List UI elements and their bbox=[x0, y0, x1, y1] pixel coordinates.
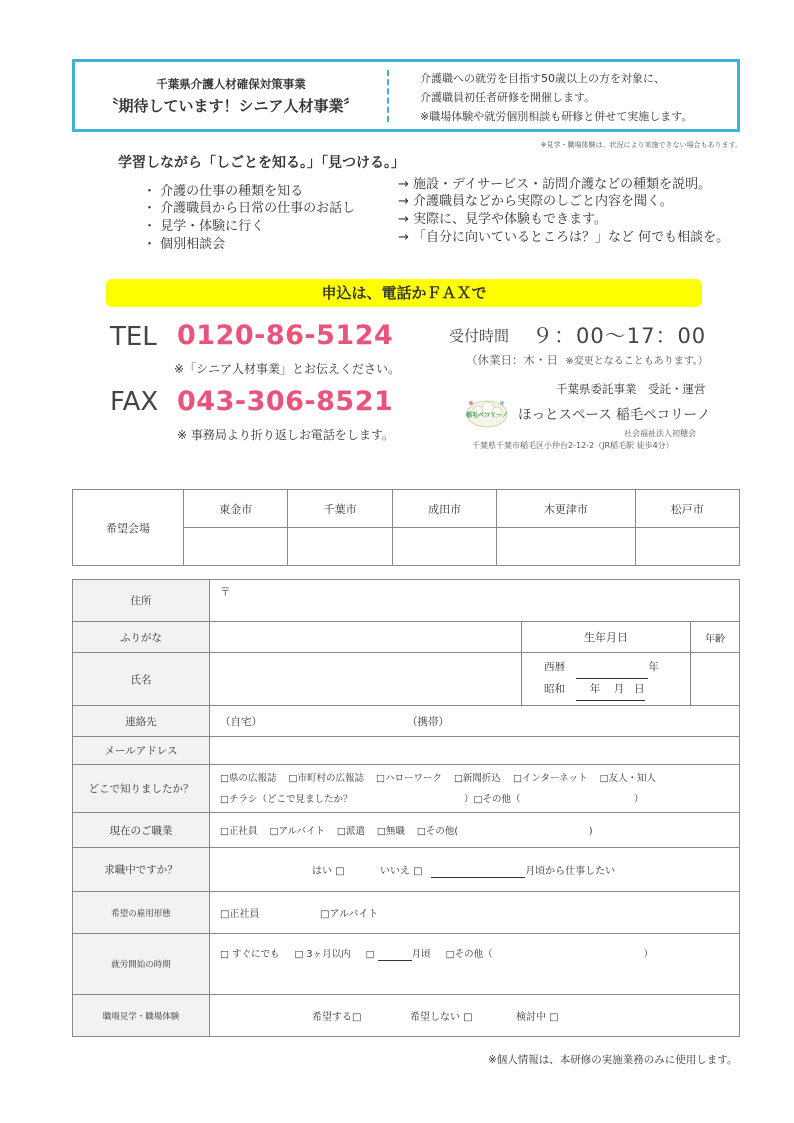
visit-yes[interactable]: 希望する□ bbox=[312, 1012, 362, 1023]
job-option[interactable]: □正社員 bbox=[220, 826, 258, 837]
visit-note: ※見学・職場体験は、状況により実施できない場合もあります。 bbox=[540, 141, 742, 149]
email-field[interactable] bbox=[210, 737, 740, 765]
arrow-item: → 「自分に向いているところは？」など 何でも相談を。 bbox=[398, 230, 730, 245]
employment-options[interactable] bbox=[210, 892, 740, 934]
seeking-label: 求職中ですか？ bbox=[73, 848, 210, 892]
start-month-suffix: 月頃 bbox=[411, 949, 431, 960]
employment-option[interactable]: □正社員 bbox=[220, 909, 260, 920]
visit-label: 職場見学・職場体験 bbox=[73, 995, 210, 1037]
age-field[interactable] bbox=[691, 653, 740, 706]
org-address: 千葉県千葉市稲毛区小仲台2-12-2（JR稲毛駅 徒歩4分） bbox=[472, 441, 674, 450]
visit-no[interactable]: 希望しない □ bbox=[410, 1012, 473, 1023]
job-option[interactable]: □その他( bbox=[416, 826, 459, 837]
tel-number[interactable]: 0120-86-5124 bbox=[177, 320, 394, 351]
visit-options[interactable] bbox=[210, 995, 740, 1037]
venue-city: 成田市 bbox=[392, 490, 496, 528]
start-option[interactable]: □ 3ヶ月以内 bbox=[294, 949, 351, 960]
venue-city: 木更津市 bbox=[497, 490, 635, 528]
bullet-item: ・ 介護職員から日常の仕事のお話し bbox=[143, 201, 356, 216]
job-option[interactable]: □アルバイト bbox=[269, 826, 325, 837]
fax-note: ※ 事務局より折り返しお電話をします。 bbox=[177, 428, 394, 442]
hours-label: 受付時間 bbox=[449, 327, 510, 345]
org-name: ほっとスペース 稲毛ペコリーノ bbox=[518, 407, 711, 423]
employment-option[interactable]: □アルバイト bbox=[320, 909, 379, 920]
employment-label: 希望の雇用形態 bbox=[73, 892, 210, 934]
name-label: 氏名 bbox=[73, 653, 210, 706]
source-option[interactable]: □インターネット bbox=[512, 772, 588, 784]
start-option[interactable]: □ すぐにでも bbox=[220, 949, 280, 960]
start-option[interactable]: □その他（ bbox=[445, 949, 493, 960]
birthdate-field[interactable] bbox=[522, 653, 691, 706]
source-other-close: ） bbox=[634, 793, 644, 805]
source-other-option[interactable]: ）□その他（ bbox=[464, 793, 521, 805]
arrow-item: → 施設・デイサービス・訪問介護などの種類を説明。 bbox=[398, 177, 712, 192]
job-option[interactable]: □無職 bbox=[376, 826, 405, 837]
source-label: どこで知りましたか？ bbox=[73, 765, 210, 813]
venue-choice-cell[interactable] bbox=[288, 528, 392, 566]
job-option[interactable]: □派遣 bbox=[336, 826, 365, 837]
pecorino-logo bbox=[464, 395, 510, 429]
address-label: 住所 bbox=[73, 580, 210, 622]
seeking-no[interactable]: いいえ □ bbox=[380, 865, 423, 877]
venue-choice-cell[interactable] bbox=[635, 528, 739, 566]
arrow-item: → 実際に、見学や体験もできます。 bbox=[398, 212, 607, 227]
org-corporation: 社会福祉法人初穂会 bbox=[624, 429, 696, 438]
mobile-phone-label: （携帯） bbox=[407, 715, 449, 728]
holiday-change-note: ※変更となることもあります。） bbox=[565, 356, 708, 367]
start-other-close: ） bbox=[643, 949, 654, 960]
venue-choice-cell[interactable] bbox=[392, 528, 496, 566]
day-label: 日 bbox=[634, 683, 645, 695]
commission-text: 千葉県委託事業 受託・運営 bbox=[556, 382, 706, 396]
bullet-item: ・ 個別相談会 bbox=[143, 237, 226, 252]
header-line-1: 介護職への就労を目指す50歳以上の方を対象に、 bbox=[420, 72, 665, 85]
venue-city: 松戸市 bbox=[635, 490, 739, 528]
apply-banner: 申込は、電話かＦＡＸで bbox=[106, 279, 702, 307]
header-line-2: 介護職員初任者研修を開催します。 bbox=[420, 91, 596, 104]
job-label: 現在のご職業 bbox=[73, 813, 210, 848]
address-field[interactable]: 〒 bbox=[210, 580, 740, 622]
source-flyer-option[interactable]: □チラシ（どこで見ましたか？ bbox=[220, 793, 353, 805]
seireki-label: 西暦 bbox=[544, 661, 565, 673]
name-field[interactable] bbox=[210, 653, 522, 706]
seeking-yes[interactable]: はい □ bbox=[312, 865, 345, 877]
holiday-text bbox=[466, 352, 708, 368]
job-options[interactable] bbox=[210, 813, 740, 848]
showa-label: 昭和 bbox=[544, 683, 565, 695]
bullet-item: ・ 介護の仕事の種類を知る bbox=[143, 184, 304, 199]
privacy-note: ※個人情報は、本研修の実施業務のみに使用します。 bbox=[488, 1054, 738, 1066]
application-form bbox=[72, 579, 740, 1037]
project-title: 〝期待しています！シニア人材事業〞 bbox=[103, 97, 359, 115]
project-subtitle: 千葉県介護人材確保対策事業 bbox=[156, 77, 306, 91]
fax-number[interactable]: 043-306-8521 bbox=[177, 386, 394, 417]
learn-title: 学習しながら「しごとを知る。」「見つける。」 bbox=[118, 155, 405, 171]
start-label: 就労開始の時期 bbox=[73, 934, 210, 995]
nen-label: 年 bbox=[589, 683, 601, 695]
start-options[interactable] bbox=[210, 934, 740, 995]
job-other-close: ) bbox=[588, 826, 593, 837]
venue-city: 千葉市 bbox=[288, 490, 392, 528]
email-label: メールアドレス bbox=[73, 737, 210, 765]
furigana-label: ふりがな bbox=[73, 622, 210, 653]
venue-choice-cell[interactable] bbox=[184, 528, 288, 566]
source-option[interactable]: □友人・知人 bbox=[599, 772, 657, 784]
birthdate-label: 生年月日 bbox=[522, 622, 691, 653]
seeking-options[interactable] bbox=[210, 848, 740, 892]
source-option[interactable]: □県の広報誌 bbox=[220, 772, 277, 784]
header-box bbox=[72, 59, 740, 132]
source-options[interactable] bbox=[210, 765, 740, 813]
holiday-days: （休業日：木・日 bbox=[466, 353, 558, 367]
contact-field[interactable] bbox=[210, 706, 740, 737]
bullet-item: ・ 見学・体験に行く bbox=[143, 219, 265, 234]
visit-maybe[interactable]: 検討中 □ bbox=[516, 1012, 559, 1023]
venue-choice-cell[interactable] bbox=[497, 528, 635, 566]
venue-label: 希望会場 bbox=[73, 490, 184, 566]
home-phone-label: （自宅） bbox=[220, 715, 262, 728]
venue-city: 東金市 bbox=[184, 490, 288, 528]
venue-table bbox=[72, 489, 740, 566]
hours-value: ９：00～17：00 bbox=[532, 324, 707, 348]
tel-label: TEL bbox=[110, 322, 157, 352]
month-label: 月 bbox=[613, 683, 625, 695]
source-option[interactable]: □市町村の広報誌 bbox=[288, 772, 364, 784]
seeking-suffix: 月頃から仕事したい bbox=[525, 865, 616, 877]
fax-label: FAX bbox=[110, 387, 159, 417]
dashed-divider bbox=[387, 70, 389, 122]
start-option[interactable]: □ bbox=[365, 949, 375, 960]
furigana-field[interactable] bbox=[210, 622, 522, 653]
header-line-3: ※職場体験や就労個別相談も研修と併せて実施します。 bbox=[420, 110, 693, 123]
arrow-item: → 介護職員などから実際のしごと内容を聞く。 bbox=[398, 194, 673, 209]
contact-label: 連絡先 bbox=[73, 706, 210, 737]
age-label: 年齢 bbox=[691, 622, 740, 653]
source-option[interactable]: □新聞折込 bbox=[453, 772, 501, 784]
year-label: 年 bbox=[648, 661, 659, 673]
logo-text: 稲毛ペコリーノ bbox=[466, 412, 508, 419]
source-option[interactable]: □ハローワーク bbox=[375, 772, 442, 784]
tel-note: ※「シニア人材事業」とお伝えください。 bbox=[174, 362, 401, 376]
